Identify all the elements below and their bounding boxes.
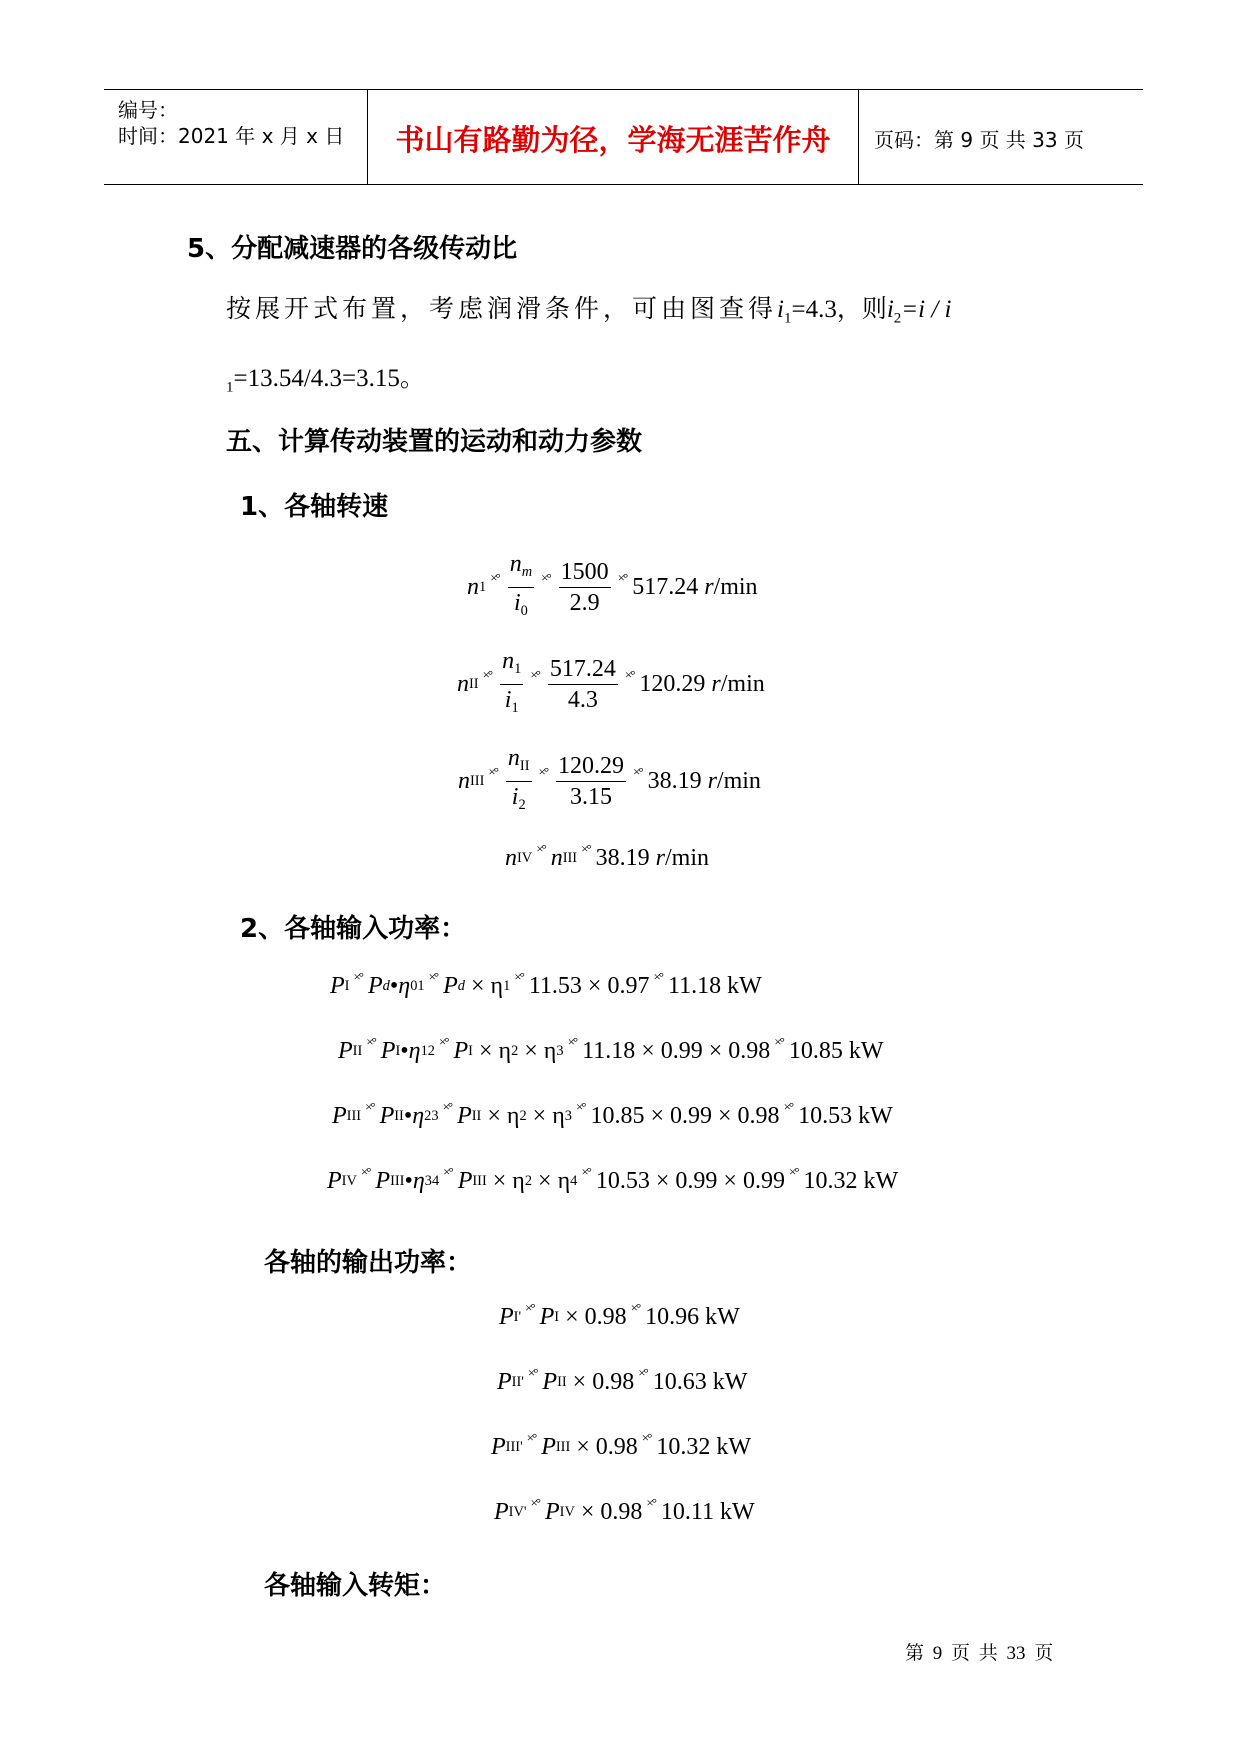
formula-p3-out: P III ' ×° P III × 0.98 ×° 10.32 kW (491, 1429, 751, 1460)
header-motto-cell (367, 90, 859, 184)
formula-n3: n III ×° $\frac{n_{II}}{i_2}$ ×° $\frac{120.29}{3.15}$ ×° 38.19 r /min (458, 745, 761, 814)
formula-p4-out: P IV ' ×° P IV × 0.98 ×° 10.11 kW (494, 1494, 755, 1525)
formula-p2: P II ×° P I • η 12 ×° P I × η 2 × η 3 ×° 11.18 × 0.99 × 0.98 ×° 10.85 kW (338, 1033, 884, 1064)
section-5-title: 5、分配减速器的各级传动比 (187, 234, 518, 264)
section-5-paragraph-line2: $_1$=13.54/4.3=3.15。 (226, 365, 425, 396)
formula-n1: n 1 ×° $\frac{n_m}{i_0}$ ×° $\frac{1500}{2.9}$ ×° 517.24 r /min (467, 551, 758, 620)
i1-expression: $i_1=4.3$，则$i_2=i / i$ (777, 296, 952, 327)
page-info: 页码：第 9 页 共 33 页 (874, 128, 1084, 152)
time-label: 时间：2021 年 x 月 x 日 (118, 124, 345, 148)
para-text: 按展开式布置，考虑润滑条件，可由图查得 (226, 294, 778, 323)
formula-n4: n IV ×° n III ×° 38.19 r /min (505, 840, 709, 871)
formula-p2-out: P II ' ×° P II × 0.98 ×° 10.63 kW (497, 1364, 748, 1395)
number-label: 编号： (118, 98, 178, 122)
input-power-title: 2、各轴输入功率： (240, 914, 467, 944)
output-power-title: 各轴的输出功率： (264, 1248, 473, 1278)
torque-title: 各轴输入转矩： (264, 1571, 447, 1601)
formula-p1-out: P I ' ×° P I × 0.98 ×° 10.96 kW (499, 1299, 740, 1330)
section-five-title: 五、计算传动装置的运动和动力参数 (226, 427, 643, 457)
page-footer: 第 9 页 共 33 页 (905, 1643, 1054, 1664)
formula-n2: n II ×° $\frac{n_1}{i_1}$ ×° $\frac{517.24}{4.3}$ ×° 120.29 r /min (457, 648, 765, 717)
motto-text: 书山有路勤为径，学海无涯苦作舟 (395, 123, 831, 157)
section-5-paragraph-line1 (226, 289, 952, 327)
header-meta-cell (104, 90, 366, 184)
formula-p3: P III ×° P II • η 23 ×° P II × η 2 × η 3 ×° 10.85 × 0.99 × 0.98 ×° 10.53 kW (332, 1098, 893, 1129)
formula-p1: P I ×° P d • η 01 ×° P d × η 1 ×° 11.53 × 0.97 ×° 11.18 kW (330, 968, 762, 999)
formula-p4: P IV ×° P III • η 34 ×° P III × η 2 × η 4 ×° 10.53 × 0.99 × 0.99 ×° 10.32 kW (327, 1163, 899, 1194)
page-header (104, 89, 1143, 185)
speeds-title: 1、各轴转速 (240, 492, 389, 522)
header-page-cell (860, 90, 1143, 184)
